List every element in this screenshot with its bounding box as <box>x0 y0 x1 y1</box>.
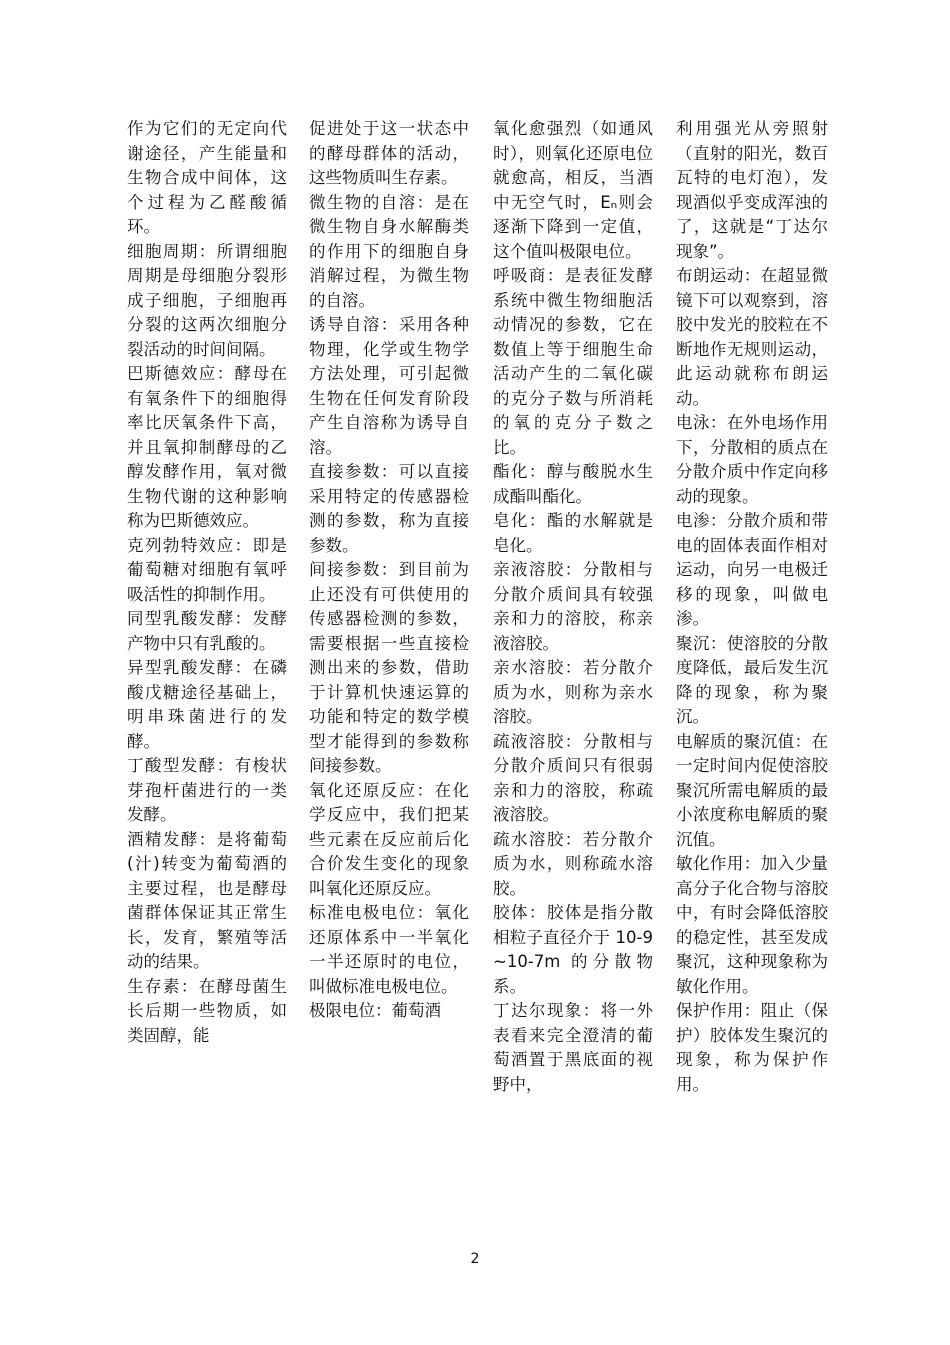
paragraph: 电渗：分散介质和带电的固体表面作相对运动，向另一电极迁移的现象，叫做电渗。 <box>676 511 828 628</box>
paragraph: 间接参数：到目前为止还没有可供使用的传感器检测的参数，需要根据一些直接检测出来的参数，借助于计算机快速运算的功能和特定的数学模型才能得到的参数称间接参数。 <box>309 560 469 775</box>
text-column-2 <box>309 117 469 1024</box>
paragraph: 诱导自溶：采用各种物理，化学或生物学方法处理，可引起微生物在任何发育阶段产生自溶称为诱导自溶。 <box>309 315 469 457</box>
paragraph: 电泳：在外电场作用下，分散相的质点在分散介质中作定向移动的现象。 <box>676 413 828 506</box>
paragraph: 呼吸商：是表征发酵系统中微生物细胞活动情况的参数，它在数值上等于细胞生命活动产生的二氧化碳的克分子数与所消耗的氧的克分子数之比。 <box>493 266 653 457</box>
paragraph: 聚沉：使溶胶的分散度降低，最后发生沉降的现象，称为聚沉。 <box>676 633 828 726</box>
paragraph: 极限电位：葡萄酒 <box>309 1001 441 1020</box>
paragraph: 丁酸型发酵：有梭状芽孢杆菌进行的一类发酵。 <box>127 756 287 824</box>
paragraph: 异型乳酸发酵：在磷酸戊糖途径基础上，明串珠菌进行的发酵。 <box>127 658 287 751</box>
text-column-4 <box>676 117 828 1097</box>
paragraph: 酯化：醇与酸脱水生成酯叫酯化。 <box>493 462 653 506</box>
page-number: 2 <box>470 1251 480 1267</box>
paragraph: 亲液溶胶：分散相与分散介质间具有较强亲和力的溶胶，称亲液溶胶。 <box>493 560 653 653</box>
paragraph: 微生物的自溶：是在微生物自身水解酶类的作用下的细胞自身消解过程，为微生物的自溶。 <box>309 192 469 310</box>
paragraph: 直接参数：可以直接采用特定的传感器检测的参数，称为直接参数。 <box>309 462 469 555</box>
paragraph: 疏液溶胶：分散相与分散介质间只有很弱亲和力的溶胶，称疏液溶胶。 <box>493 731 653 824</box>
text-column-3 <box>493 117 653 1097</box>
paragraph: 克列勃特效应：即是葡萄糖对细胞有氧呼吸活性的抑制作用。 <box>127 535 287 604</box>
paragraph: 酒精发酵：是将葡萄(汁)转变为葡萄酒的主要过程，也是酵母菌群体保证其正常生长，发育，繁殖等活动的结果。 <box>127 829 287 971</box>
text-column-1 <box>127 117 287 1048</box>
paragraph: 氧化愈强烈（如通风时），则氧化还原电位就愈高，相反，当酒中无空气时，Eₙ则会逐渐下降到一定值，这个值叫极限电位。 <box>493 119 653 261</box>
paragraph: 同型乳酸发酵：发酵产物中只有乳酸的。 <box>127 609 287 653</box>
paragraph: 皂化：酯的水解就是皂化。 <box>493 511 653 555</box>
paragraph: 标准电极电位：氧化还原体系中一半氧化一半还原时的电位，叫做标准电极电位。 <box>309 903 469 996</box>
paragraph: 胶体：胶体是指分散相粒子直径介于 10-9~10-7m 的分散物系。 <box>493 903 653 996</box>
paragraph: 巴斯德效应：酵母在有氧条件下的细胞得率比厌氧条件下高，并且氧抑制酵母的乙醇发酵作用，氧对微生物代谢的这种影响称为巴斯德效应。 <box>127 364 287 530</box>
paragraph: 细胞周期：所谓细胞周期是母细胞分裂形成子细胞，子细胞再分裂的这两次细胞分裂活动的时间间隔。 <box>127 241 287 359</box>
paragraph: 亲水溶胶：若分散介质为水，则称为亲水溶胶。 <box>493 658 653 726</box>
paragraph: 氧化还原反应：在化学反应中，我们把某些元素在反应前后化合价发生变化的现象叫氧化还原反应。 <box>309 780 469 898</box>
paragraph: 保护作用：阻止（保护）胶体发生聚沉的现象，称为保护作用。 <box>676 1001 828 1094</box>
paragraph: 疏水溶胶：若分散介质为水，则称疏水溶胶。 <box>493 829 653 898</box>
paragraph: 布朗运动：在超显微镜下可以观察到，溶胶中发光的胶粒在不断地作无规则运动，此运动就称布朗运动。 <box>676 266 828 408</box>
paragraph: 电解质的聚沉值：在一定时间内促使溶胶聚沉所需电解质的最小浓度称电解质的聚沉值。 <box>676 731 828 849</box>
paragraph: 促进处于这一状态中的酵母群体的活动，这些物质叫生存素。 <box>309 119 469 187</box>
paragraph: 丁达尔现象：将一外表看来完全澄清的葡萄酒置于黑底面的视野中， <box>493 1001 653 1094</box>
paragraph: 生存素：在酵母菌生长后期一些物质，如类固醇，能 <box>127 976 287 1045</box>
paragraph: 敏化作用：加入少量高分子化合物与溶胶中，有时会降低溶胶的稳定性，甚至发成聚沉，这种现象称为敏化作用。 <box>676 854 828 996</box>
paragraph: 作为它们的无定向代谢途径，产生能量和生物合成中间体，这个过程为乙醛酸循环。 <box>127 119 287 236</box>
paragraph: 利用强光从旁照射（直射的阳光，数百瓦特的电灯泡），发现酒似乎变成浑浊的了，这就是“丁达尔现象”。 <box>676 119 828 261</box>
